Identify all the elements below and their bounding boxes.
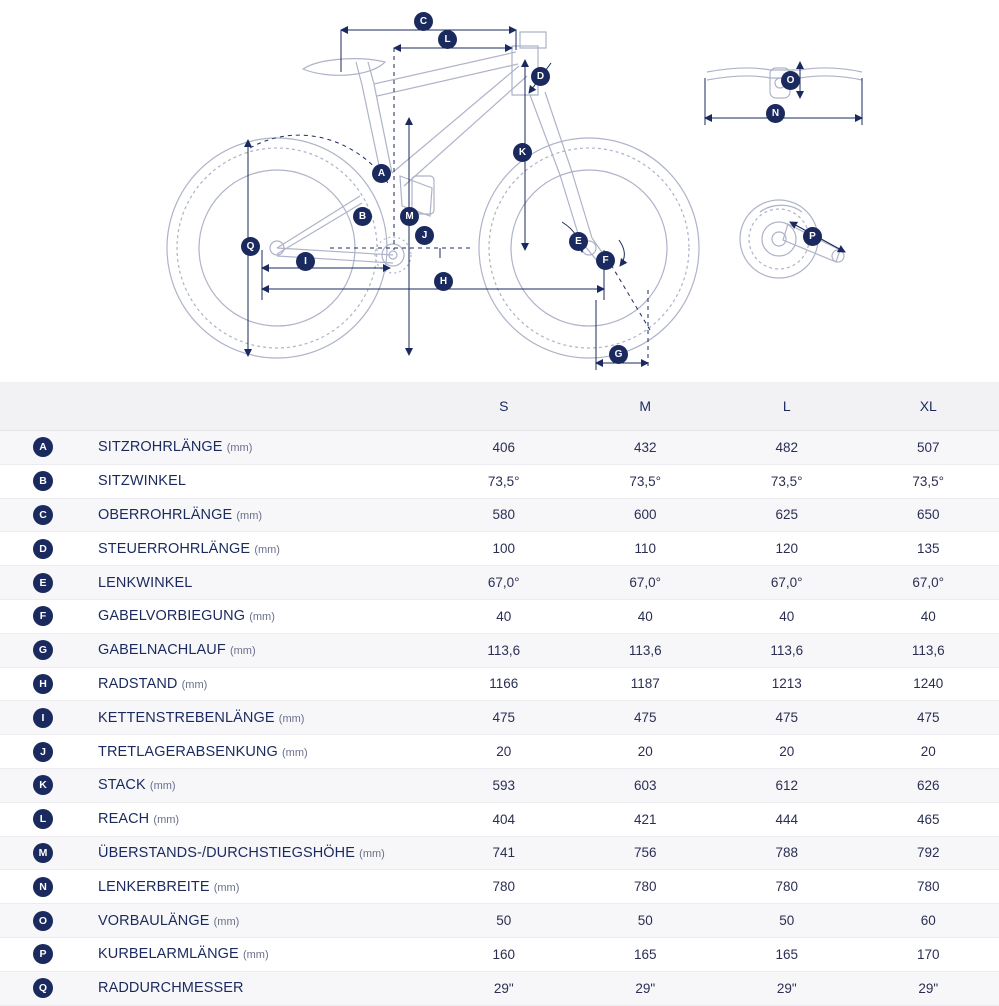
row-value-cell: 475 [858,701,999,735]
crankset-view [740,200,844,278]
table-row [0,532,999,566]
row-label-cell [86,498,433,532]
row-unit: (mm) [249,611,275,623]
diagram-marker-F: F [596,251,615,270]
row-label-cell [86,870,433,904]
row-badge: G [33,640,53,660]
diagram-marker-H: H [434,272,453,291]
row-label: KURBELARMLÄNGE [98,946,239,962]
row-value-cell: 741 [433,836,575,870]
table-row [0,431,999,465]
row-badge: M [33,843,53,863]
row-unit: (mm) [254,544,280,556]
table-row [0,836,999,870]
row-badge-cell [0,971,86,1005]
diagram-marker-C: C [414,12,433,31]
row-value-cell: 165 [575,937,717,971]
row-label-cell [86,667,433,701]
row-badge-cell [0,498,86,532]
row-value-cell: 29" [716,971,858,1005]
row-badge-cell [0,802,86,836]
row-label-cell [86,802,433,836]
row-value-cell: 788 [716,836,858,870]
row-value-cell: 73,5° [858,464,999,498]
row-badge-cell [0,633,86,667]
diagram-marker-G: G [609,345,628,364]
row-value-cell: 756 [575,836,717,870]
row-value-cell: 110 [575,532,717,566]
row-value-cell: 67,0° [575,566,717,600]
row-label-cell [86,768,433,802]
row-badge: O [33,911,53,931]
row-unit: (mm) [150,780,176,792]
table-row [0,599,999,633]
row-label: ÜBERSTANDS-/DURCHSTIEGSHÖHE [98,845,355,861]
row-value-cell: 1240 [858,667,999,701]
diagram-marker-E: E [569,232,588,251]
row-value-cell: 20 [433,735,575,769]
header-blank-label [86,382,433,431]
row-value-cell: 780 [575,870,717,904]
row-badge: P [33,944,53,964]
row-unit: (mm) [279,713,305,725]
row-unit: (mm) [236,510,262,522]
row-value-cell: 650 [858,498,999,532]
diagram-marker-J: J [415,226,434,245]
row-value-cell: 780 [858,870,999,904]
row-value-cell: 113,6 [858,633,999,667]
row-value-cell: 50 [433,904,575,938]
row-value-cell: 475 [575,701,717,735]
row-value-cell: 465 [858,802,999,836]
row-label: OBERROHRLÄNGE [98,507,232,523]
row-badge: D [33,539,53,559]
bike-geometry-diagram [0,0,999,382]
row-label: LENKWINKEL [98,575,192,591]
table-row [0,701,999,735]
row-badge: K [33,775,53,795]
row-label-cell [86,735,433,769]
row-value-cell: 73,5° [716,464,858,498]
row-value-cell: 406 [433,431,575,465]
row-value-cell: 475 [433,701,575,735]
row-label-cell [86,633,433,667]
table-row [0,667,999,701]
row-label: LENKERBREITE [98,879,210,895]
row-unit: (mm) [227,442,253,454]
table-row [0,633,999,667]
row-unit: (mm) [214,916,240,928]
row-value-cell: 444 [716,802,858,836]
row-label: RADDURCHMESSER [98,980,244,996]
row-value-cell: 625 [716,498,858,532]
row-badge-cell [0,599,86,633]
row-value-cell: 432 [575,431,717,465]
row-badge-cell [0,566,86,600]
diagram-marker-P: P [803,227,822,246]
row-value-cell: 20 [716,735,858,769]
row-badge-cell [0,532,86,566]
geometry-table [0,382,999,1006]
row-value-cell: 50 [575,904,717,938]
row-value-cell: 40 [858,599,999,633]
row-value-cell: 73,5° [433,464,575,498]
row-label: STEUERROHRLÄNGE [98,541,250,557]
row-value-cell: 580 [433,498,575,532]
diagram-marker-N: N [766,104,785,123]
row-value-cell: 50 [716,904,858,938]
row-badge: L [33,809,53,829]
row-value-cell: 780 [433,870,575,904]
row-value-cell: 120 [716,532,858,566]
row-value-cell: 603 [575,768,717,802]
row-label: VORBAULÄNGE [98,913,210,929]
row-label-cell [86,431,433,465]
row-value-cell: 113,6 [433,633,575,667]
diagram-marker-I: I [296,252,315,271]
row-label: RADSTAND [98,676,177,692]
row-badge-cell [0,701,86,735]
row-label: SITZROHRLÄNGE [98,439,223,455]
row-value-cell: 160 [433,937,575,971]
row-label: TRETLAGERABSENKUNG [98,744,278,760]
row-label-cell [86,701,433,735]
table-row [0,464,999,498]
header-size-l: L [716,382,858,431]
row-unit: (mm) [182,679,208,691]
diagram-marker-D: D [531,67,550,86]
row-badge: E [33,573,53,593]
row-value-cell: 600 [575,498,717,532]
row-value-cell: 67,0° [433,566,575,600]
table-row [0,904,999,938]
row-value-cell: 421 [575,802,717,836]
row-badge: I [33,708,53,728]
bike-diagram-svg [0,0,999,382]
row-value-cell: 40 [433,599,575,633]
row-value-cell: 792 [858,836,999,870]
row-badge-cell [0,768,86,802]
row-badge-cell [0,937,86,971]
diagram-marker-Q: Q [241,237,260,256]
row-value-cell: 113,6 [716,633,858,667]
row-value-cell: 612 [716,768,858,802]
row-unit: (mm) [359,848,385,860]
row-badge-cell [0,870,86,904]
row-label-cell [86,836,433,870]
table-header-row [0,382,999,431]
row-label-cell [86,937,433,971]
row-unit: (mm) [282,747,308,759]
row-label-cell [86,971,433,1005]
row-value-cell: 626 [858,768,999,802]
row-badge-cell [0,904,86,938]
row-value-cell: 29" [575,971,717,1005]
row-label: REACH [98,811,149,827]
row-value-cell: 20 [575,735,717,769]
row-badge: B [33,471,53,491]
header-size-s: S [433,382,575,431]
table-row [0,768,999,802]
diagram-marker-M: M [400,207,419,226]
row-badge: Q [33,978,53,998]
header-size-m: M [575,382,717,431]
row-value-cell: 40 [575,599,717,633]
row-badge: J [33,742,53,762]
row-badge-cell [0,431,86,465]
row-value-cell: 29" [858,971,999,1005]
row-value-cell: 20 [858,735,999,769]
row-value-cell: 113,6 [575,633,717,667]
row-badge: F [33,606,53,626]
diagram-marker-A: A [372,164,391,183]
header-blank-badge [0,382,86,431]
diagram-marker-L: L [438,30,457,49]
row-label-cell [86,464,433,498]
row-badge-cell [0,464,86,498]
row-value-cell: 67,0° [716,566,858,600]
row-badge: H [33,674,53,694]
row-value-cell: 507 [858,431,999,465]
row-value-cell: 29" [433,971,575,1005]
row-value-cell: 482 [716,431,858,465]
row-value-cell: 60 [858,904,999,938]
row-badge: C [33,505,53,525]
row-label-cell [86,904,433,938]
row-value-cell: 67,0° [858,566,999,600]
row-label-cell [86,532,433,566]
table-row [0,971,999,1005]
table-row [0,735,999,769]
row-label: KETTENSTREBENLÄNGE [98,710,275,726]
row-unit: (mm) [153,814,179,826]
table-row [0,566,999,600]
row-badge-cell [0,836,86,870]
row-value-cell: 404 [433,802,575,836]
row-badge: A [33,437,53,457]
row-label-cell [86,566,433,600]
row-value-cell: 165 [716,937,858,971]
diagram-marker-K: K [513,143,532,162]
row-value-cell: 1166 [433,667,575,701]
row-value-cell: 475 [716,701,858,735]
row-value-cell: 73,5° [575,464,717,498]
row-unit: (mm) [214,882,240,894]
header-size-xl: XL [858,382,999,431]
row-value-cell: 170 [858,937,999,971]
row-value-cell: 780 [716,870,858,904]
row-label: GABELVORBIEGUNG [98,608,245,624]
row-badge-cell [0,735,86,769]
row-value-cell: 1213 [716,667,858,701]
row-value-cell: 100 [433,532,575,566]
table-row [0,870,999,904]
row-unit: (mm) [230,645,256,657]
table-row [0,937,999,971]
row-value-cell: 40 [716,599,858,633]
row-label: GABELNACHLAUF [98,642,226,658]
row-value-cell: 593 [433,768,575,802]
table-row [0,498,999,532]
bike-outline [167,32,699,358]
row-badge: N [33,877,53,897]
table-body [0,431,999,1006]
row-label-cell [86,599,433,633]
row-label: SITZWINKEL [98,473,186,489]
diagram-marker-B: B [353,207,372,226]
diagram-marker-O: O [781,71,800,90]
row-value-cell: 1187 [575,667,717,701]
row-badge-cell [0,667,86,701]
table-row [0,802,999,836]
row-value-cell: 135 [858,532,999,566]
row-label: STACK [98,777,146,793]
row-unit: (mm) [243,949,269,961]
